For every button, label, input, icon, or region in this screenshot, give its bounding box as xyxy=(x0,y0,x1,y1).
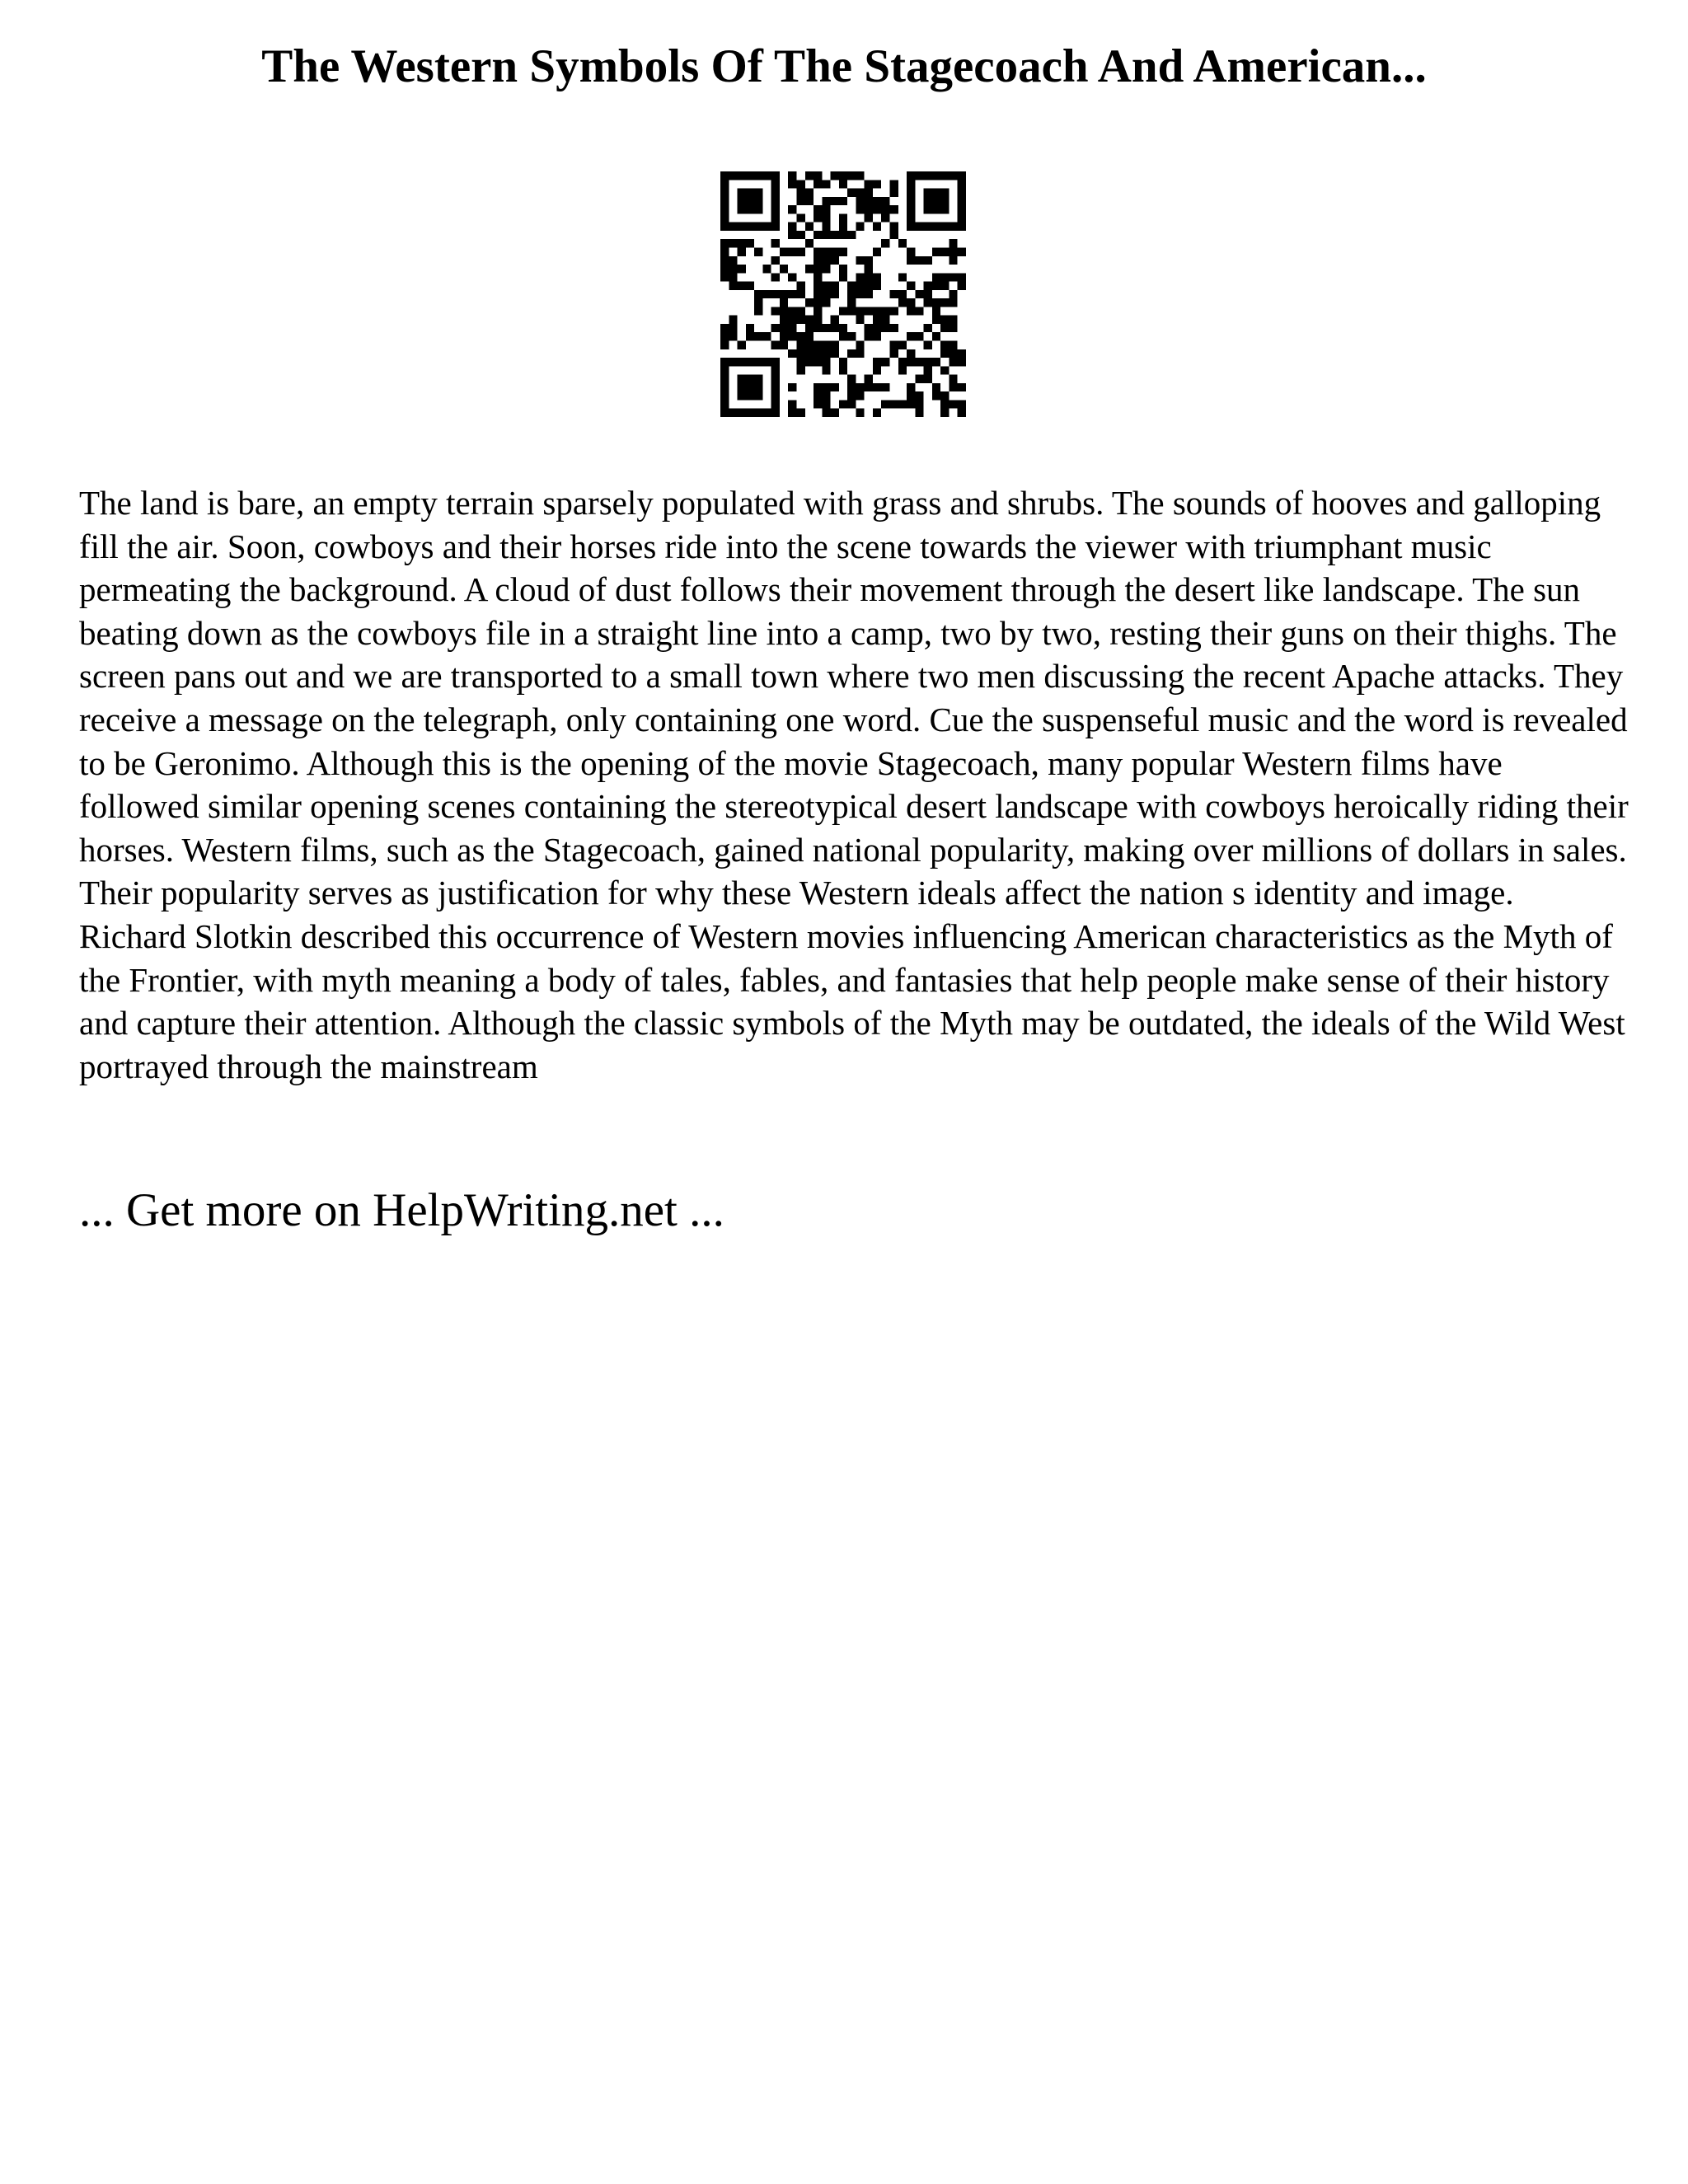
get-more-link[interactable]: ... Get more on HelpWriting.net ... xyxy=(79,1184,724,1236)
qr-code-icon xyxy=(720,171,966,417)
document-title: The Western Symbols Of The Stagecoach And American... xyxy=(261,40,1427,92)
essay-excerpt: The land is bare, an empty terrain sparsely populated with grass and shrubs. The sounds of hooves and galloping fill the air. Soon, cowboys and their horses ride into the scene towards the viewer with triumphant music permeating the background. A cloud of dust follows their movement through the desert like landscape. The sun beating down as the cowboys file in a straight line into a camp, two by two, resting their guns on their thighs. The screen pans out and we are transported to a small town where two men discussing the recent Apache attacks. They receive a message on the telegraph, only containing one word. Cue the suspenseful music and the word is revealed to be Geronimo. Although this is the opening of the movie Stagecoach, many popular Western films have followed similar opening scenes containing the stereotypical desert landscape with cowboys heroically riding their horses. Western films, such as the Stagecoach, gained national popularity, making over millions of dollars in sales. Their popularity serves as justification for why these Western ideals affect the nation s identity and image. Richard Slotkin described this occurrence of Western movies influencing American characteristics as the Myth of the Frontier, with myth meaning a body of tales, fables, and fantasies that help people make sense of their history and capture their attention. Although the classic symbols of the Myth may be outdated, the ideals of the Wild West portrayed through the mainstream xyxy=(79,484,1629,1085)
